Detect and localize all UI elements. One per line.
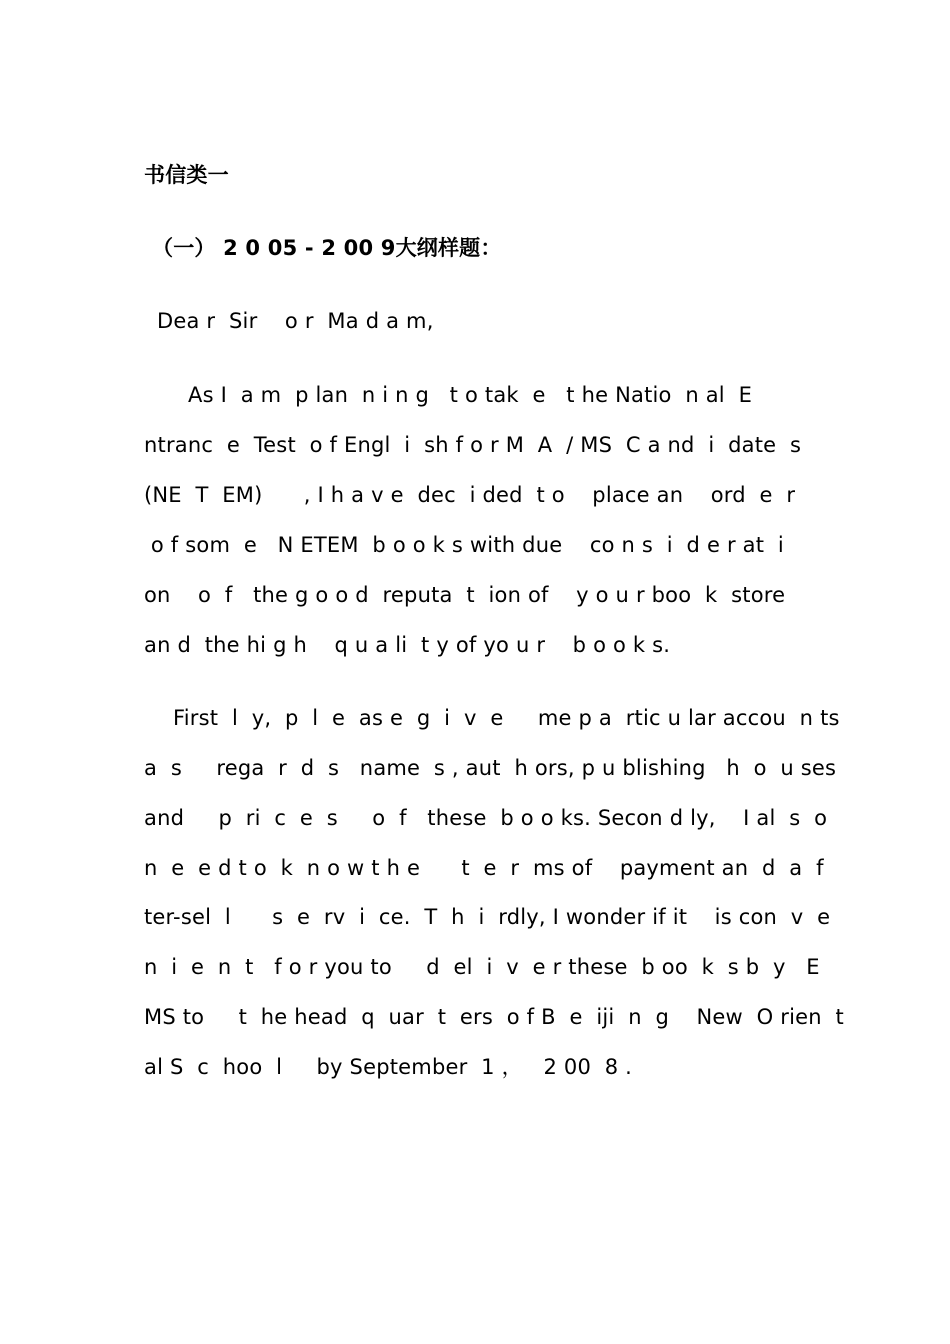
document-heading: 书信类一 bbox=[144, 163, 229, 187]
paragraph-line: an d the hi g h q u a li t y of yo u r b o o k s. bbox=[144, 633, 671, 657]
paragraph-line: As I a m p lan n i n g t o tak e t he Natio n al E bbox=[188, 383, 753, 407]
paragraph-line: n e e d t o k n o w t h e t e r ms of payment an d a f bbox=[144, 856, 824, 880]
paragraph-line: n i e n t f o r you to d el i v e r these b oo k s b y E bbox=[144, 955, 820, 979]
paragraph-line: on o f the g o o d reputa t ion of y o u r boo k store bbox=[144, 583, 786, 607]
section-subheading: （一） 2 0 05 - 2 00 9大纲样题： bbox=[152, 236, 502, 260]
paragraph-line: MS to t he head q uar t ers o f B e iji n g New O rien t bbox=[144, 1005, 844, 1029]
paragraph-line: o f som e N ETEM b o o k s with due co n s i d e r at i bbox=[144, 533, 784, 557]
paragraph-line: and p ri c e s o f these b o o ks. Secon d ly, I al s o bbox=[144, 806, 828, 830]
paragraph-line: al S c hoo l by September 1 ， 2 00 8 . bbox=[144, 1055, 633, 1079]
paragraph-line: ter-sel l s e rv i ce. T h i rdly, I wonder if it is con v e bbox=[144, 905, 831, 929]
paragraph-line: ntranc e Test o f Engl i sh f o r M A / MS C a nd i date s bbox=[144, 433, 802, 457]
paragraph-line: a s rega r d s name s , aut h ors, p u blishing h o u ses bbox=[144, 756, 837, 780]
paragraph-line: First l y, p l e as e g i v e me p a rtic u lar accou n ts bbox=[173, 706, 840, 730]
letter-salutation: Dea r Sir o r Ma d a m, bbox=[157, 309, 434, 333]
paragraph-line: (NE T EM) , I h a v e dec i ded t o place an ord e r bbox=[144, 483, 796, 507]
